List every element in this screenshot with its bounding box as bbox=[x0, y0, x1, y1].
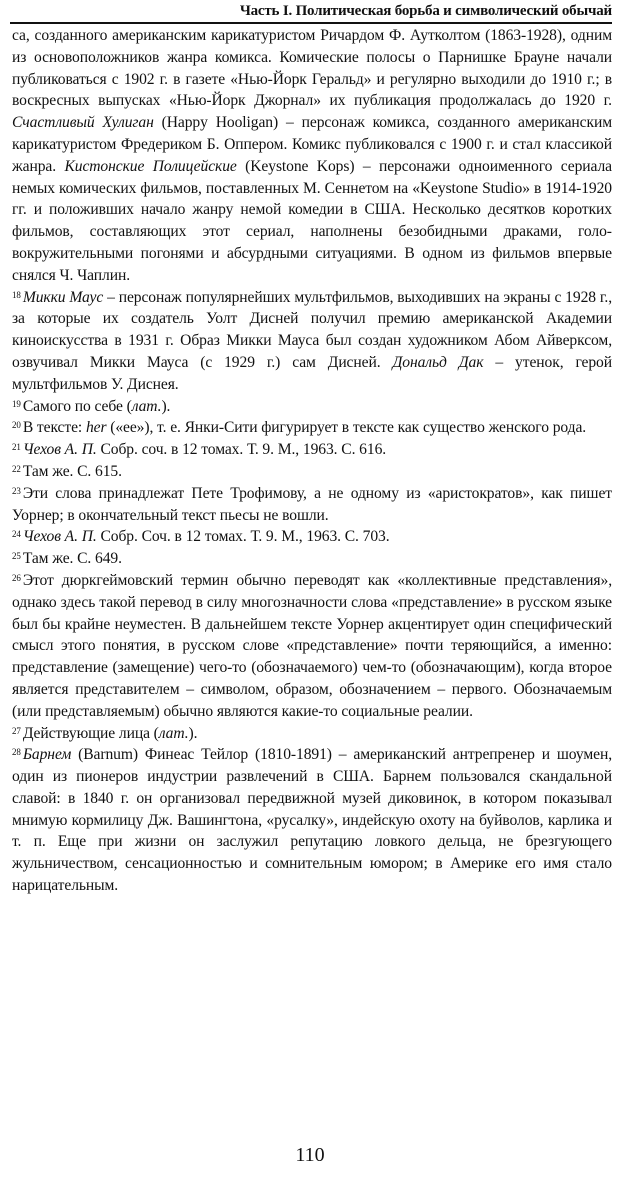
footnote-number: 27 bbox=[12, 725, 21, 736]
footnote-italic-text: Чехов А. П. bbox=[22, 528, 97, 546]
footnote bbox=[12, 744, 612, 897]
footnote-number: 28 bbox=[12, 747, 21, 758]
footnote-text: ). bbox=[188, 724, 198, 742]
footnote bbox=[12, 526, 612, 548]
footnote bbox=[12, 461, 612, 483]
footnote-italic-text: Счастливый Хулиган bbox=[12, 114, 154, 132]
footnote-number: 18 bbox=[12, 289, 21, 300]
footnote bbox=[12, 570, 612, 723]
footnote-number: 21 bbox=[12, 442, 21, 453]
footnote-number: 24 bbox=[12, 529, 21, 540]
footnote-text: – утенок, герой мультфильмов У. Диснея. bbox=[12, 353, 612, 393]
footnotes-body bbox=[12, 25, 612, 897]
page-number: 110 bbox=[295, 1144, 325, 1166]
footnote-italic-text: лат. bbox=[158, 724, 189, 742]
footnote-text: Самого по себе ( bbox=[22, 397, 132, 415]
footnote-text: – персонаж популярнейших мультфильмов, выходивших на экраны с 1928 г., за которые их создатель Уолт Дисней получил премию американской Академии киноискусства в 1931 г. Образ Микки Мауса был создан художником Абом Айверксом, озвучивал Микки Мауса (с 1929 г.) сам Дисней. bbox=[12, 288, 613, 371]
footnote-italic-text: Кистонские Полицейские bbox=[64, 157, 237, 175]
footnote-italic-text: her bbox=[85, 419, 107, 437]
footnote-italic-text: Чехов А. П. bbox=[22, 441, 97, 459]
footnote-text: В тексте: bbox=[22, 419, 86, 437]
footnote-number: 23 bbox=[12, 485, 21, 496]
footnote-text: Собр. соч. в 12 томах. Т. 9. М., 1963. С. 616. bbox=[96, 441, 387, 459]
footnote-italic-text: Барнем bbox=[22, 746, 72, 764]
footnote-text: Собр. Соч. в 12 томах. Т. 9. М., 1963. С. 703. bbox=[96, 528, 390, 546]
footnote-text: («ее»), т. е. Янки-Сити фигурирует в тексте как существо женского рода. bbox=[106, 419, 587, 437]
footnote-text: Эти слова принадлежат Пете Трофимову, а не одному из «аристократов», как пишет Уорнер; в окончательный текст пьесы не вошли. bbox=[12, 484, 612, 524]
footnote-number: 19 bbox=[12, 398, 21, 409]
footnote-text: Этот дюркгеймовский термин обычно переводят как «коллективные представления», однако здесь такой перевод в силу многозначности слова «представление» в русском языке был бы крайне неуместен. В дальнейшем тексте Уорнер акцентирует один специфический смысл этого понятия, в русском слове «представление» почти теряющийся, а именно: представление (замещение) чего-то (обозначаемого) чем-то (обозначающим), когда второе является представителем – символом, образом, обозначением – первого. Обозначаемым (или представляемым) обычно являются какие-то социальные реалии. bbox=[12, 571, 612, 720]
footnote-text: Там же. С. 649. bbox=[22, 550, 122, 568]
footnote bbox=[12, 723, 612, 745]
running-header-title: Часть I. Политическая борьба и символический обычай bbox=[239, 3, 612, 19]
footnote-number: 22 bbox=[12, 463, 21, 474]
footnote bbox=[12, 483, 612, 527]
footnote-number: 25 bbox=[12, 551, 21, 562]
footnote-italic-text: Микки Маус bbox=[22, 288, 104, 306]
footnote-text: Там же. С. 615. bbox=[22, 462, 122, 480]
footnote bbox=[12, 287, 612, 396]
footnote-text: са, созданного американским карикатуристом Ричардом Ф. Аутколтом (1863-1928), одним из основоположников жанра комикса. Комические полосы о Парнишке Брауне начали публиковаться с 1902 г. в газете «Нью-Йорк Геральд» и регулярно выходили до 1910 г.; в воскресных выпусках «Нью-Йорк Джорнал» их публикация продолжалась до 1920 г. bbox=[12, 27, 612, 110]
footnote-text: (Barnum) Финеас Тейлор (1810-1891) – американский антрепренер и шоумен, один из пионеров индустрии развлечений в США. Барнем пользовался скандальной славой: в 1840 г. он организовал передвижной музей диковинок, в котором показывал мнимую кормилицу Дж. Вашингтона, «русалку», индейскую охоту на буйволов, карлика и т. п. Еще при жизни он заслужил репутацию ловкого дельца, не брезгующего жульничеством, сенсационностью и сомнительным юмором; в Америке его имя стало нарицательным. bbox=[12, 746, 612, 895]
footnote-text: (Happy Hooligan) – персонаж комикса, созданного американским карикатуристом Фредериком Б. Оппером. Комикс публиковался с 1900 г. и стал классикой жанра. bbox=[12, 114, 612, 175]
footnote-text: Действующие лица ( bbox=[22, 724, 159, 742]
running-header bbox=[10, 0, 612, 24]
footnote-number: 26 bbox=[12, 572, 21, 583]
footnote bbox=[12, 25, 612, 287]
footnote-text: (Keystone Kops) – персонажи одноименного сериала немых комических фильмов, поставленных М. Сеннетом на «Keystone Studio» в 1914-1920 гг. и положивших начало жанру немой комедии в США. Несколько десятков коротких фильмов, составляющих этот сериал, наполнены безобидными драками, головокружительными погонями и абсурдными ситуациями. В одном из фильмов впервые снялся Ч. Чаплин. bbox=[12, 157, 613, 284]
footnote-number: 20 bbox=[12, 420, 21, 431]
footnote bbox=[12, 439, 612, 461]
footnote bbox=[12, 417, 612, 439]
footnote-text: ). bbox=[161, 397, 171, 415]
footnote bbox=[12, 548, 612, 570]
footnote-italic-text: Дональд Дак bbox=[392, 353, 484, 371]
footnote-italic-text: лат. bbox=[131, 397, 162, 415]
footnote bbox=[12, 396, 612, 418]
